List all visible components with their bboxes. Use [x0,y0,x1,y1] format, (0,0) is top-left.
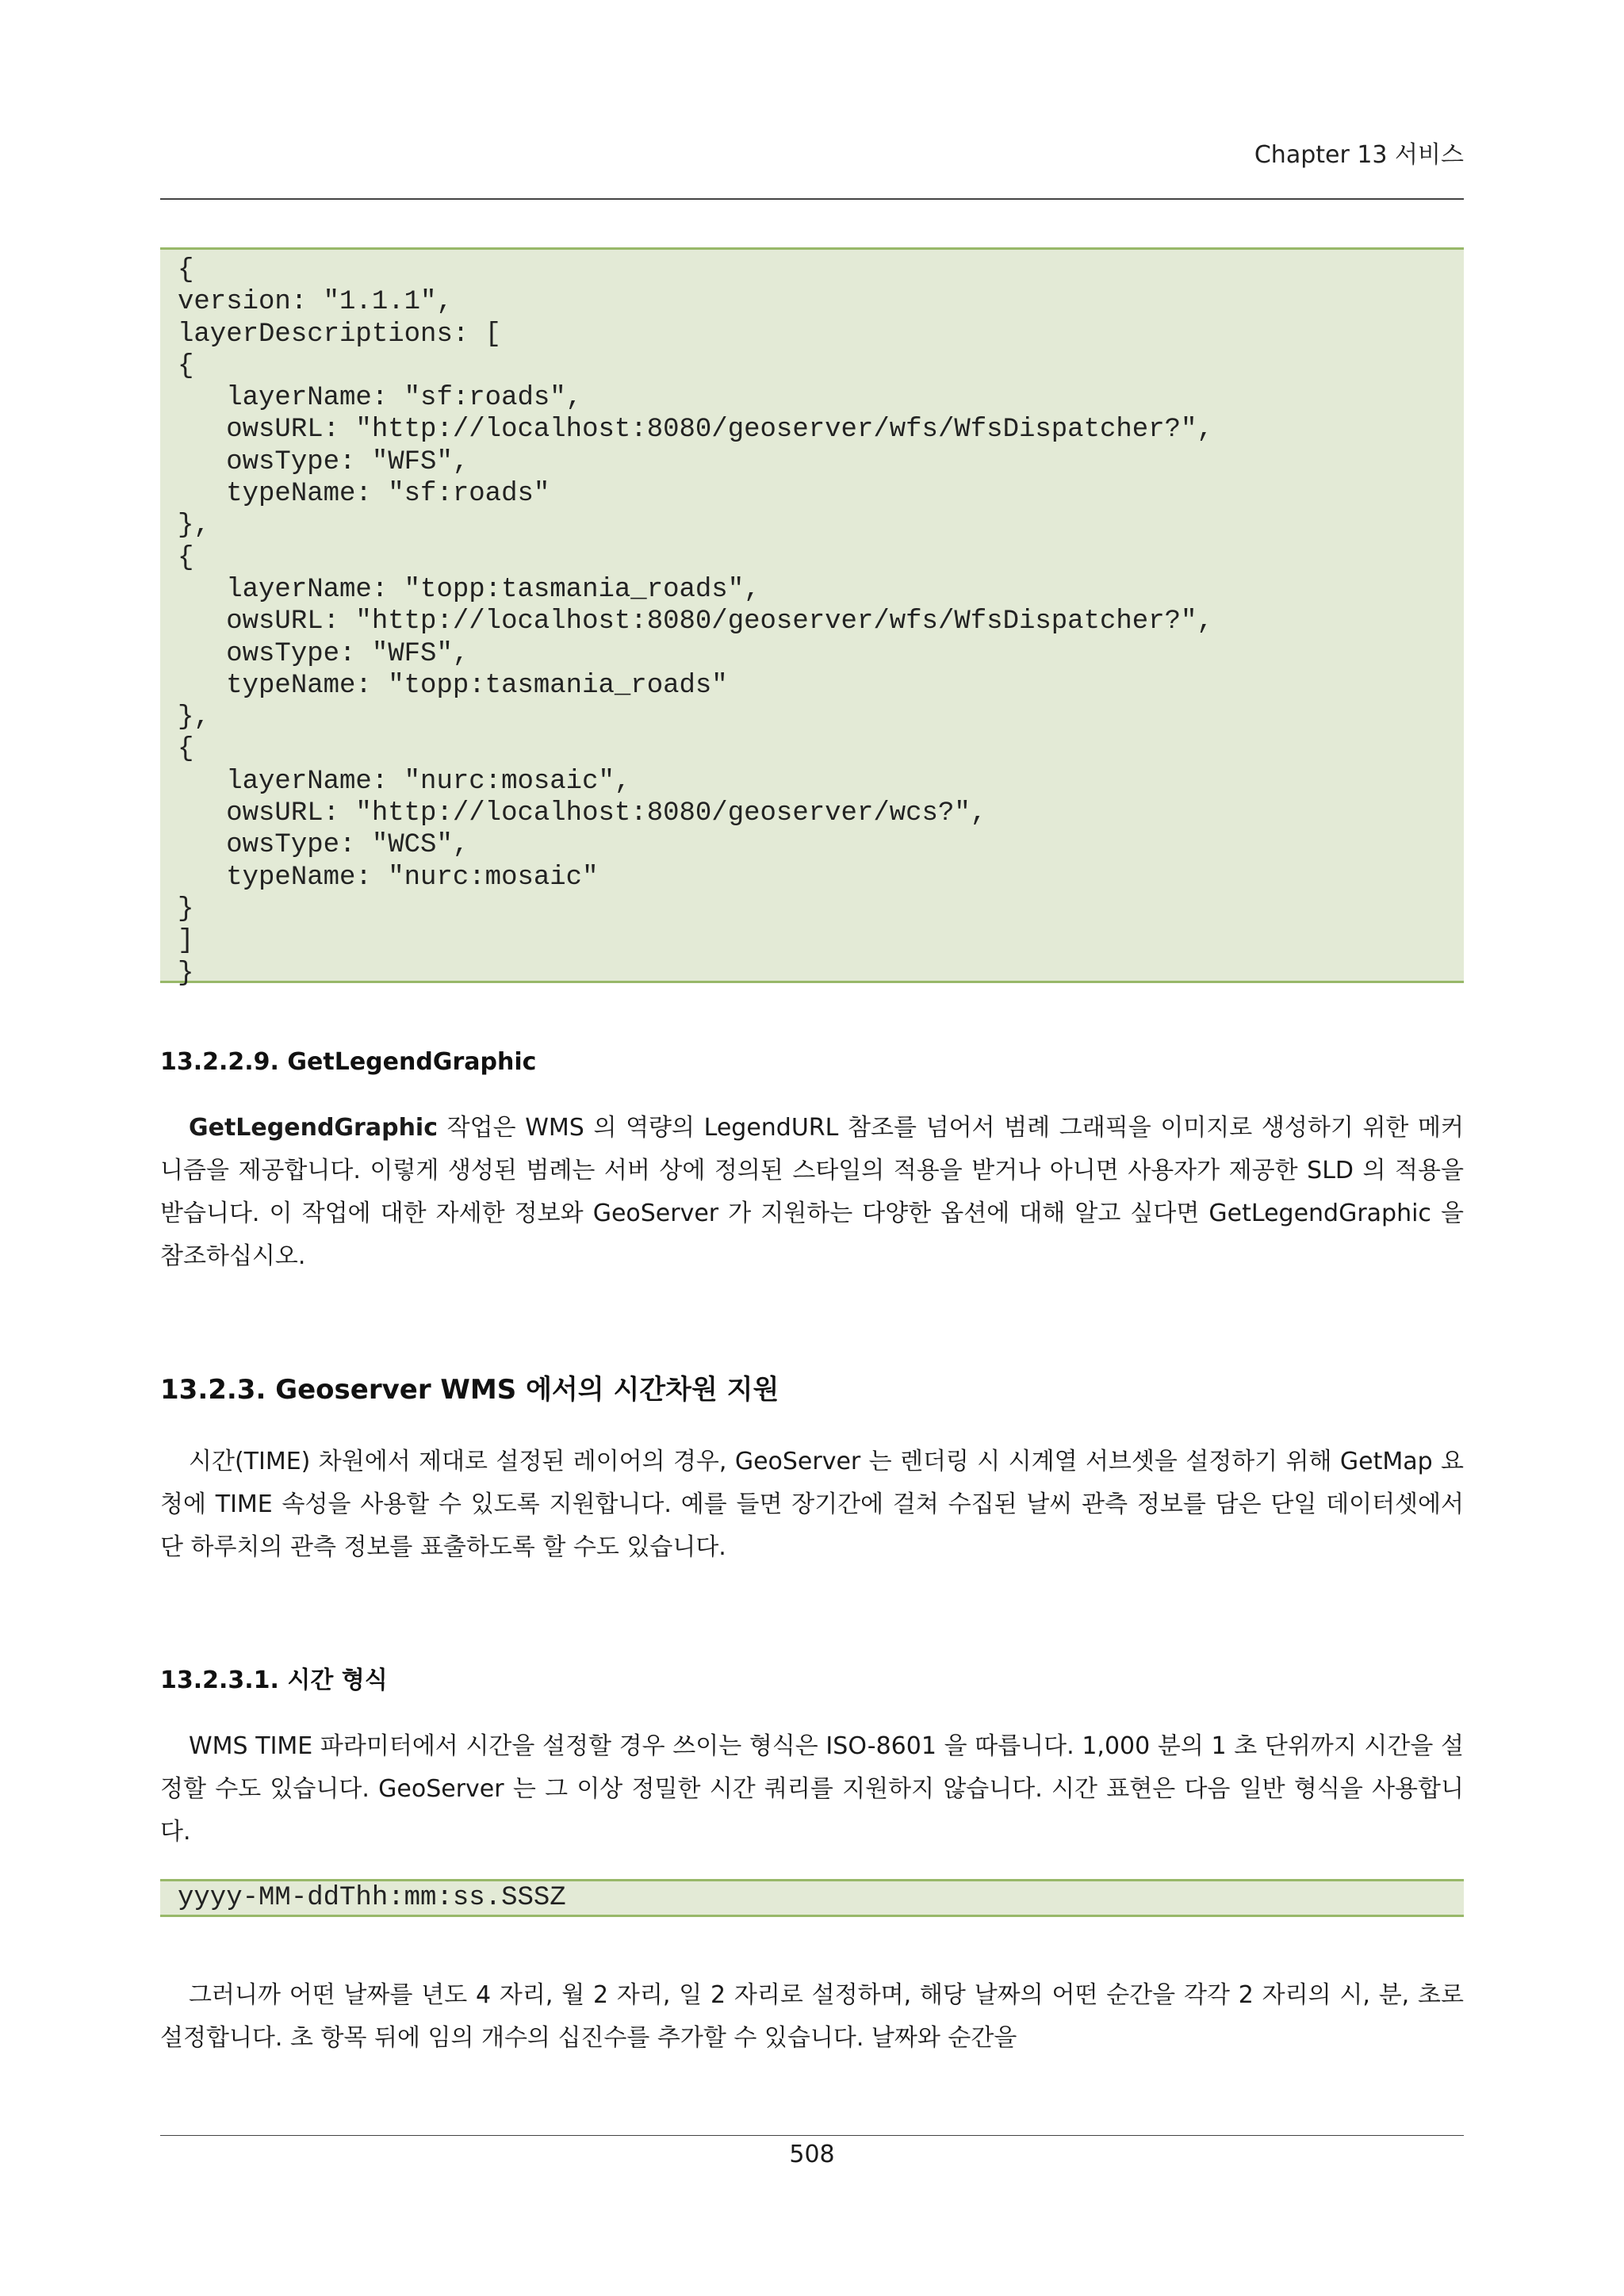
page-number: 508 [789,2141,835,2168]
paragraph-time-dimension: 시간(TIME) 차원에서 제대로 설정된 레이어의 경우, GeoServer 는 렌더링 시 시계열 서브셋을 설정하기 위해 GetMap 요청에 TIME 속성을 사용할 수 있도록 지원합니다. 예를 들면 장기간에 걸쳐 수집된 날씨 관측 정보를 담은 단일 데이터셋에서 단 하루치의 관측 정보를 표출하도록 할 수도 있습니다. [160,1448,1464,1561]
json-code-text: { version: "1.1.1", layerDescriptions: [ { layerName: "sf:roads", owsURL: "http://localhost:8080/geoserver/wfs/WfsDispatcher?", owsType: "WFS", typeName: "sf:roads" }, { layerName: "topp:tasmania_roads", owsURL: "http://localhost:8080/geoserver/wfs/WfsDispatcher?", owsType: "WFS", typeName: "topp:tasmania_roads" }, { layerName: "nurc:mosaic", owsURL: "http://localhost:8080/geoserver/wcs?", owsType: "WCS", typeName: "nurc:mosaic" } ] } [178,255,1213,989]
heading-13231: 13.2.3.1. 시간 형식 [160,1667,388,1694]
time-format-code-block [160,1879,1464,1917]
paragraph-getlegendgraphic [160,1107,1464,1278]
time-format-code-text: yyyy-MM-ddThh:mm:ss.SSSZ [178,1883,566,1913]
heading-13229: 13.2.2.9. GetLegendGraphic [160,1048,537,1076]
json-code-block [160,247,1464,989]
paragraph-time-format: WMS TIME 파라미터에서 시간을 설정할 경우 쓰이는 형식은 ISO-8601 을 따릅니다. 1,000 분의 1 초 단위까지 시간을 설정할 수도 있습니다. GeoServer 는 그 이상 정밀한 시간 쿼리를 지원하지 않습니다. 시간 표현은 다음 일반 형식을 사용합니다. [160,1732,1464,1846]
paragraph-date-digits: 그러니까 어떤 날짜를 년도 4 자리, 월 2 자리, 일 2 자리로 설정하며, 해당 날짜의 어떤 순간을 각각 2 자리의 시, 분, 초로 설정합니다. 초 항목 뒤에 임의 개수의 십진수를 추가할 수 있습니다. 날짜와 순간을 [160,1981,1464,2052]
heading-1323: 13.2.3. Geoserver WMS 에서의 시간차원 지원 [160,1374,779,1406]
paragraph-getlegendgraphic-text: 작업은 WMS 의 역량의 LegendURL 참조를 넘어서 범례 그래픽을 이미지로 생성하기 위한 메커니즘을 제공합니다. 이렇게 생성된 범례는 서버 상에 정의된 스타일의 적용을 받거나 아니면 사용자가 제공한 SLD 의 적용을 받습니다. 이 작업에 대한 자세한 정보와 GeoServer 가 지원하는 다양한 옵션에 대해 알고 싶다면 GetLegendGraphic 을 참조하십시오. [160,1114,1464,1270]
header-rule [160,198,1464,200]
bold-lead-term: GetLegendGraphic [189,1114,438,1142]
footer-rule [160,2135,1464,2136]
running-header: Chapter 13 서비스 [1254,141,1464,169]
